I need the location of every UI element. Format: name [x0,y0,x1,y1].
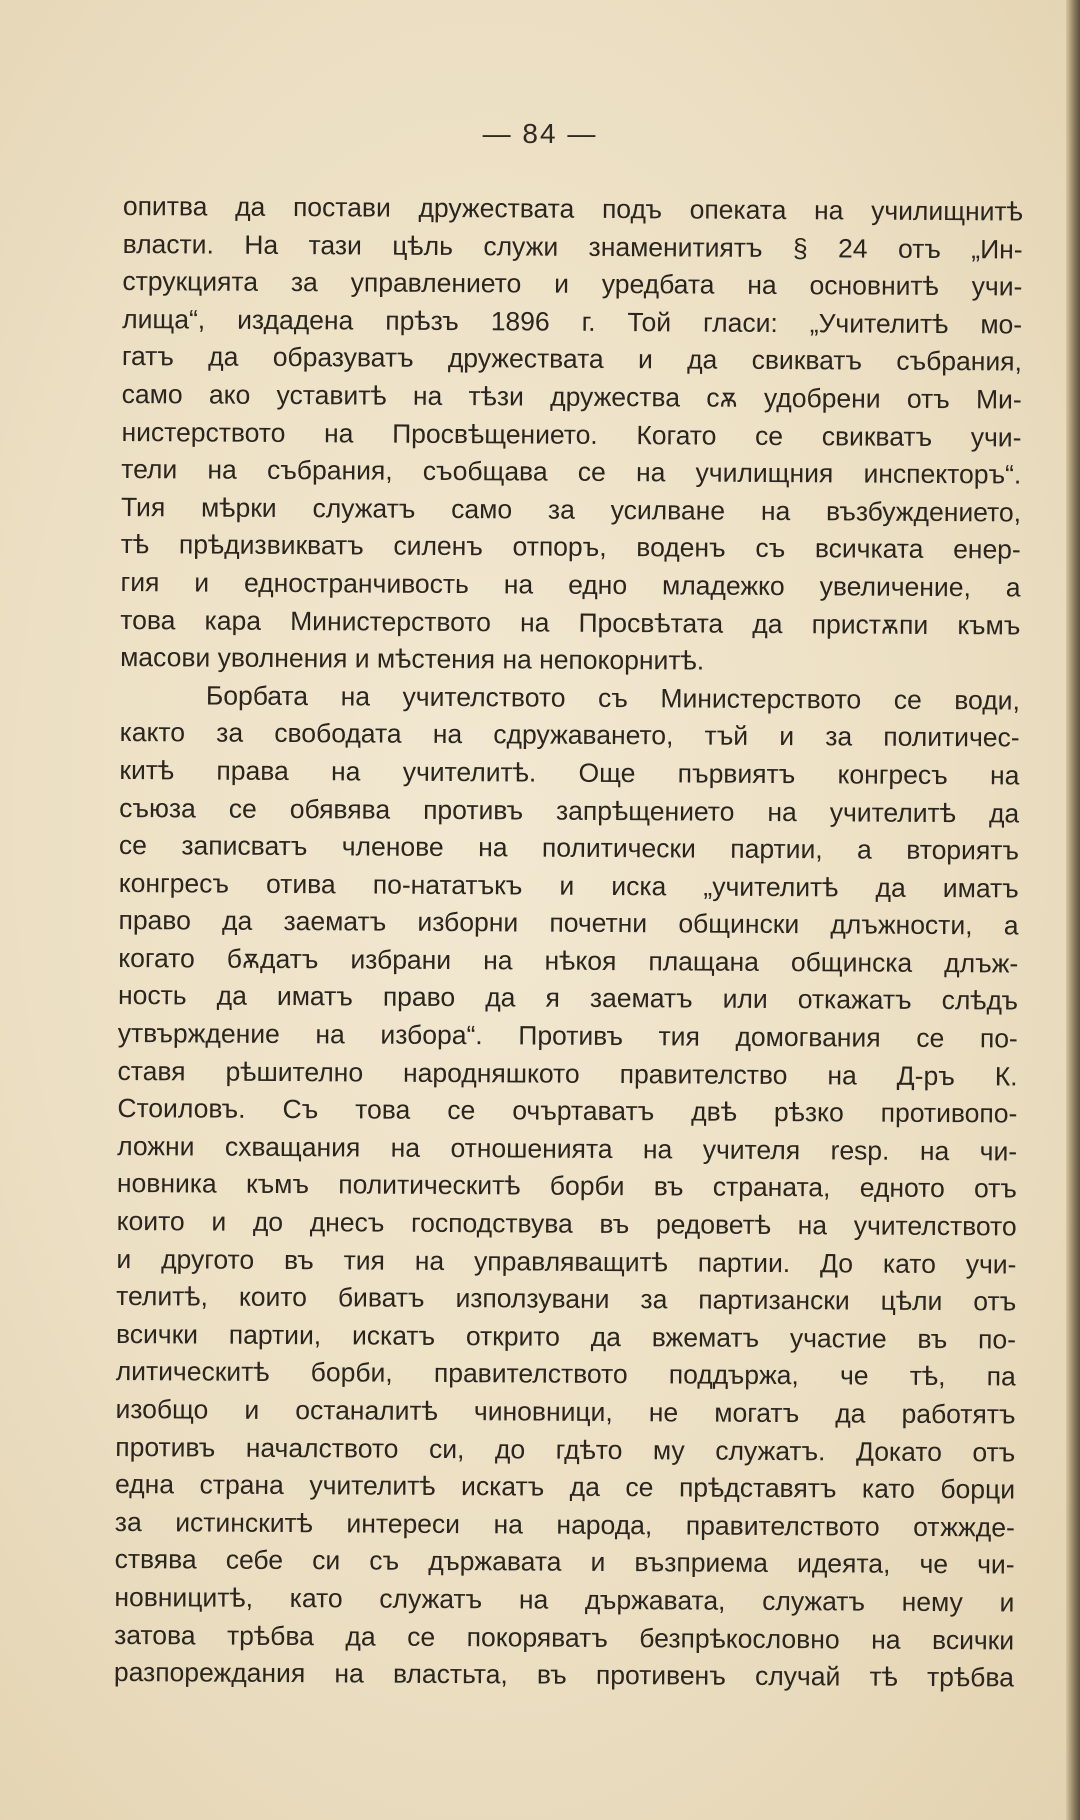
text-line: противъ началството си, до гдѣто му служатъ. Докато отъ [115,1431,1016,1468]
text-line: изобщо и останалитѣ чиновници, не могатъ да работятъ [115,1393,1016,1430]
text-line: телитѣ, които биватъ използувани за партизански цѣли отъ [116,1281,1017,1317]
text-line: ность да иматъ право да я заематъ или откажатъ слѣдъ [117,980,1019,1016]
text-line: ставя рѣшително народняшкото правителство на Д-ръ К. [117,1055,1018,1092]
text-line: това кара Министерството на Просвѣтата да пристѫпи къмъ [120,604,1021,641]
text-line: съюза се обявява противъ запрѣщението на учителитѣ да [119,792,1020,828]
text-line: ложни схващания на отношенията на учителя resp. на чи- [117,1130,1018,1167]
text-line: гатъ да образуватъ дружествата и да свикватъ събрания, [121,341,1023,377]
text-line: разпореждания на властьта, въ противенъ случай тѣ трѣбва [113,1657,1015,1693]
text-line: които и до днесъ господствува въ редоветѣ на учителството [116,1206,1017,1242]
text-line: право да заематъ изборни почетни общински длъжности, а [118,905,1019,941]
text-line: литическитѣ борби, правителството поддържа, че тѣ, па [115,1356,1016,1392]
body-text [114,188,1023,1697]
text-line: ствява себе си съ държавата и възприема идеята, че чи- [114,1544,1015,1580]
text-line: всички партии, искатъ открито да вжематъ участие въ по- [115,1318,1017,1355]
text-line: конгресъ отива по-нататъкъ и иска „учителитѣ да иматъ [118,867,1019,904]
text-line: масови уволнения и мѣстения на непокорнитѣ. [120,642,705,676]
text-line: утвърждение на избора“. Противъ тия домогвания се по- [117,1018,1018,1054]
text-line: власти. На тази цѣль служи знаменитиятъ § 24 отъ „Ин- [122,228,1023,265]
text-line: новника къмъ политическитѣ борби въ страната, едното отъ [116,1168,1017,1204]
text-line: гия и еднострaнчивость на едно младежко увеличение, а [120,566,1021,603]
text-line: Тия мѣрки служатъ само за усилване на възбуждението, [120,491,1022,528]
text-line: Борбата на учителството съ Министерството се води, [205,680,1020,716]
text-line: една страна учителитѣ искатъ да се прѣдставятъ като борци [114,1469,1016,1505]
text-line: се записватъ членове на политически партии, а вториятъ [118,830,1020,866]
text-line: за истинскитѣ интереси на народа, правителството отжжде- [114,1506,1015,1543]
text-line: затова трѣбва да се покоряватъ безпрѣкословно на всички [114,1619,1015,1656]
text-line: Стоиловъ. Съ това се очъртаватъ двѣ рѣзко противопо- [117,1093,1018,1129]
text-line: китѣ права на учителитѣ. Още първиятъ конгресъ на [119,754,1020,791]
text-line: лища“, издадена прѣзъ 1896 г. Той гласи: „Учителитѣ мо- [122,303,1023,340]
text-line: новницитѣ, като служатъ на държавата, служатъ нему и [114,1581,1015,1618]
text-line: само ако уставитѣ на тѣзи дружества сѫ удобрени отъ Ми- [121,378,1022,415]
page-spine-shadow [1066,0,1080,1820]
text-line: когато бѫдатъ избрани на нѣкоя плащана общинска длъж- [118,942,1019,979]
text-line: тѣ прѣдизвикватъ силенъ отпоръ, воденъ съ всичката енер- [120,529,1021,565]
text-line: и другото въ тия на управляващитѣ партии. До като учи- [116,1243,1017,1280]
text-line: струкцията за управлението и уредбата на основнитѣ учи- [122,266,1023,302]
text-line: тели на събрания, съобщава се на училищния инспекторъ“. [121,454,1022,490]
text-line: нистерството на Просвѣщението. Когато се свикватъ учи- [121,416,1022,453]
text-line: опитва да постави дружествата подъ опеката на училищнитѣ [122,190,1023,227]
text-line: както за свободата на сдружаването, тъй и за политичес- [119,717,1020,753]
page-number: — 84 — [482,118,598,149]
